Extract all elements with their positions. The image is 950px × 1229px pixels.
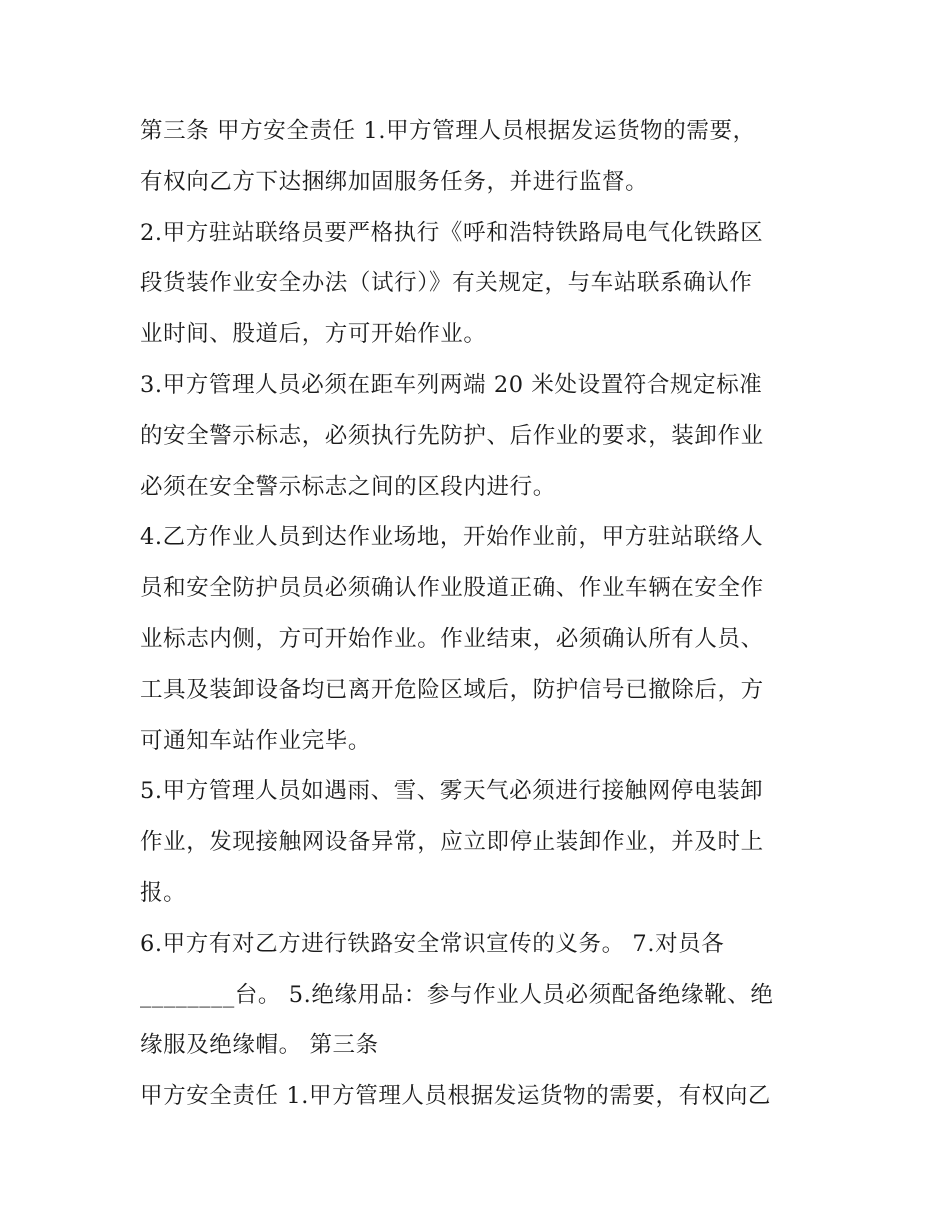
- text-line: 第三条 甲方安全责任 1.甲方管理人员根据发运货物的需要，: [140, 118, 756, 144]
- text-line: 业时间、股道后，方可开始作业。: [140, 321, 487, 348]
- text-line: 作业，发现接触网设备异常，应立即停止装卸作业，并及时上: [140, 829, 764, 856]
- text-line: 报。: [140, 879, 187, 906]
- text-line: 的安全警示标志，必须执行先防护、后作业的要求，装卸作业: [140, 422, 764, 449]
- text-line: ________台。 5.绝缘用品：参与作业人员必须配备绝缘靴、绝: [140, 981, 774, 1008]
- text-line: 段货装作业安全办法（试行）》有关规定，与车站联系确认作: [140, 270, 753, 297]
- text-line: 4.乙方作业人员到达作业场地，开始作业前，甲方驻站联络人: [140, 524, 764, 551]
- document-body: [140, 106, 830, 1122]
- text-line: 3.甲方管理人员必须在距车列两端 20 米处设置符合规定标准: [140, 371, 763, 398]
- text-line: 可通知车站作业完毕。: [140, 727, 372, 754]
- text-line: 甲方安全责任 1.甲方管理人员根据发运货物的需要，有权向乙: [140, 1083, 772, 1110]
- text-line: 业标志内侧，方可开始作业。作业结束，必须确认所有人员、: [140, 625, 764, 652]
- text-line: 员和安全防护员员必须确认作业股道正确、作业车辆在安全作: [140, 575, 764, 602]
- text-line: 工具及装卸设备均已离开危险区域后，防护信号已撤除后，方: [140, 676, 764, 703]
- text-line: 有权向乙方下达捆绑加固服务任务，并进行监督。: [140, 168, 649, 195]
- text-line: 必须在安全警示标志之间的区段内进行。: [140, 473, 556, 500]
- text-line: 6.甲方有对乙方进行铁路安全常识宣传的义务。 7.对员各: [140, 930, 725, 957]
- text-line: 5.甲方管理人员如遇雨、雪、雾天气必须进行接触网停电装卸: [140, 778, 764, 805]
- text-line: 缘服及绝缘帽。 第三条: [140, 1032, 379, 1059]
- text-line: 2.甲方驻站联络员要严格执行《呼和浩特铁路局电气化铁路区: [140, 219, 764, 246]
